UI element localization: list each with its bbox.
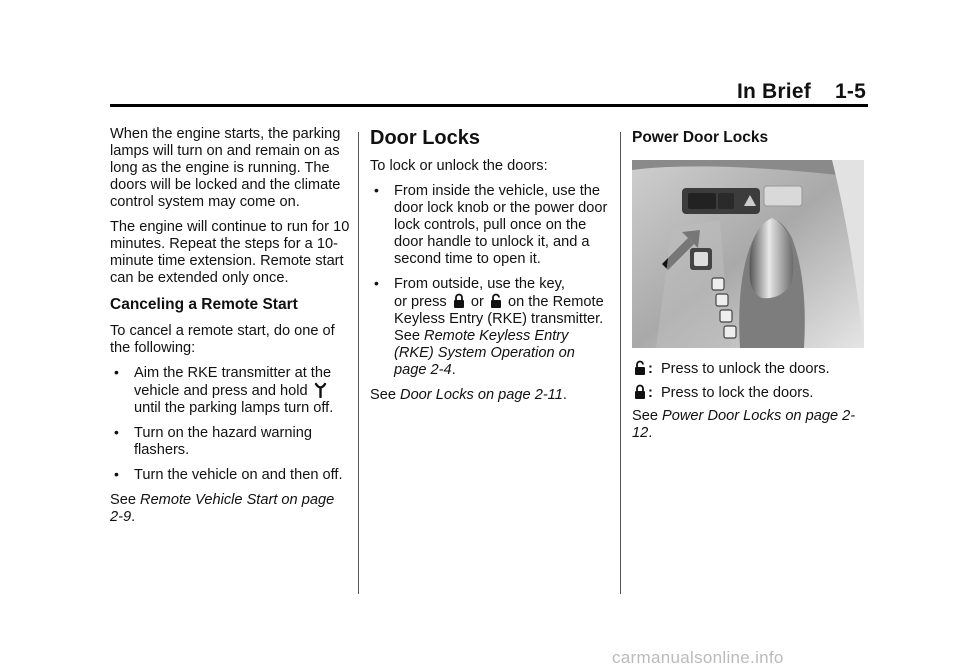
header-rule <box>110 104 868 107</box>
console-photo <box>632 160 864 348</box>
list-item: • Aim the RKE transmitter at the vehicle and press and hold until the parking lamps turn off. <box>110 365 350 417</box>
paragraph: The engine will continue to run for 10 minutes. Repeat the steps for a 10-minute time extension. Remote start can be extended only once. <box>110 219 350 286</box>
bullet-list <box>110 365 350 484</box>
bullet-list <box>370 183 610 379</box>
lock-icon <box>453 293 465 309</box>
section-heading: Canceling a Remote Start <box>110 296 298 313</box>
list-item: • From outside, use the key, or press or on the Remote Keyless Entry (RKE) transmitter. See Remote Keyless Entry (RKE) System Operation on page 2-4. <box>370 276 610 379</box>
watermark: carmanualsonline.info <box>612 648 784 667</box>
column-1 <box>110 126 350 534</box>
section-heading: Power Door Locks <box>632 129 769 146</box>
lock-icon <box>634 384 646 400</box>
cross-reference: See Remote Vehicle Start on page 2-9. <box>110 492 335 525</box>
section-heading: Door Locks <box>370 127 481 149</box>
column-divider <box>358 132 359 594</box>
list-item: • From inside the vehicle, use the door lock knob or the power door lock controls, pull once on the door handle to unlock it, and a second time to open it. <box>370 183 610 268</box>
unlock-icon <box>490 293 502 309</box>
unlock-icon <box>634 360 646 376</box>
column-3 <box>632 126 872 450</box>
cross-reference: See Door Locks on page 2-11. <box>370 387 567 403</box>
paragraph: To cancel a remote start, do one of the following: <box>110 323 335 356</box>
lock-legend: : Press to lock the doors. <box>632 384 872 402</box>
section-title: In Brief <box>736 80 811 103</box>
column-2 <box>370 126 610 412</box>
list-item: • Turn the vehicle on and then off. <box>110 467 350 484</box>
paragraph: To lock or unlock the doors: <box>370 158 548 174</box>
remote-start-icon <box>314 382 327 398</box>
cross-reference: See Power Door Locks on page 2-12. <box>632 408 856 441</box>
page-header <box>737 80 866 104</box>
page-number: 1-5 <box>835 80 866 103</box>
unlock-legend: : Press to unlock the doors. <box>632 360 872 378</box>
column-divider <box>620 132 621 594</box>
paragraph: When the engine starts, the parking lamps will turn on and remain on as long as the engine is running. The doors will be locked and the climate control system may come on. <box>110 126 341 210</box>
list-item: • Turn on the hazard warning flashers. <box>110 425 350 459</box>
